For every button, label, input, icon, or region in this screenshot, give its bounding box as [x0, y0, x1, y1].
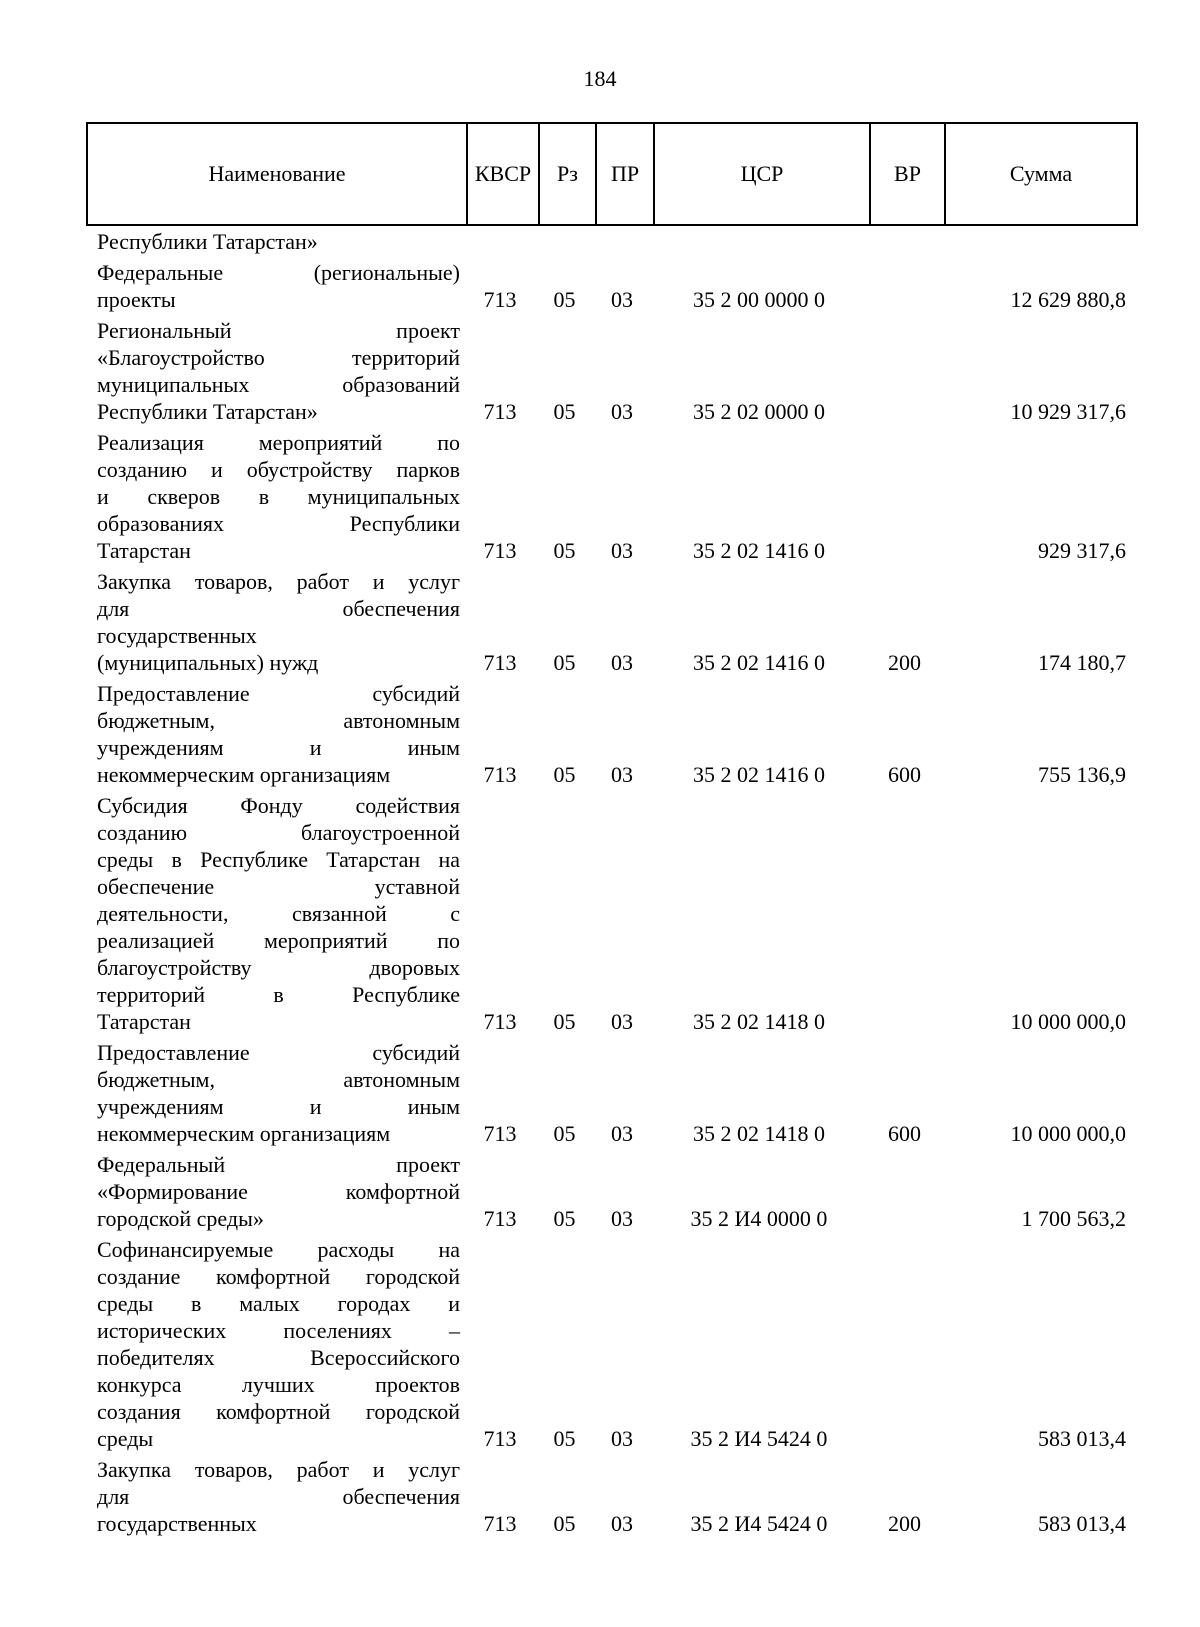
row-name-line: Татарстан: [97, 538, 191, 563]
row-name-line: благоустройству дворовых: [97, 955, 460, 980]
row-pr: 03: [611, 1426, 633, 1451]
table-row: [86, 1456, 1138, 1537]
row-name: [86, 259, 464, 313]
row-name-line: создание комфортной городской: [97, 1264, 460, 1289]
row-name-line: созданию благоустроенной: [97, 820, 460, 845]
row-kvsr: 713: [483, 1009, 517, 1034]
row-kvsr: 713: [483, 1121, 517, 1146]
row-sum: 755 136,9: [1038, 762, 1126, 787]
row-sum: 10 000 000,0: [1010, 1009, 1126, 1034]
row-pr: 03: [611, 1009, 633, 1034]
header-kvsr: КВСР: [466, 124, 538, 224]
row-rz: 05: [553, 538, 576, 563]
row-pr: 03: [611, 538, 633, 563]
row-sum: 12 629 880,8: [1010, 287, 1126, 312]
row-name: [86, 429, 464, 564]
row-name: [86, 568, 464, 676]
table-row: [86, 568, 1138, 676]
row-rz: 05: [553, 1121, 576, 1146]
row-pr: 03: [611, 1121, 633, 1146]
row-kvsr: 713: [483, 1511, 517, 1536]
row-name-line: реализацией мероприятий по: [97, 928, 460, 953]
row-sum: 583 013,4: [1038, 1426, 1126, 1451]
row-name-line: конкурса лучших проектов: [97, 1372, 460, 1397]
row-name: [86, 1456, 464, 1537]
row-name-line: деятельности, связанной с: [97, 901, 460, 926]
table-row: [86, 1236, 1138, 1452]
row-csr: 35 2 00 0000 0: [693, 287, 825, 312]
row-name-line: Федеральный проект: [97, 1152, 460, 1177]
table-row: [86, 429, 1138, 564]
row-name: [86, 792, 464, 1035]
row-pr: 03: [611, 1206, 633, 1231]
row-rz: 05: [553, 1511, 576, 1536]
row-name-line: бюджетным, автономным: [97, 708, 460, 733]
row-csr: 35 2 02 1416 0: [693, 538, 825, 563]
row-name-line: обеспечение уставной: [97, 874, 460, 899]
table-row: [86, 228, 1138, 255]
row-kvsr: 713: [483, 1426, 517, 1451]
row-name-line: Субсидия Фонду содействия: [97, 793, 460, 818]
row-sum: 10 929 317,6: [1010, 399, 1126, 424]
row-name: [86, 1236, 464, 1452]
row-name: [86, 680, 464, 788]
row-pr: 03: [611, 650, 633, 675]
row-name: [86, 228, 464, 255]
row-name-line: исторических поселениях –: [97, 1318, 460, 1343]
row-name-line: среды в Республике Татарстан на: [97, 847, 460, 872]
row-kvsr: 713: [483, 399, 517, 424]
row-rz: 05: [553, 399, 576, 424]
row-vr: 600: [888, 762, 921, 787]
header-sum: Сумма: [944, 124, 1136, 224]
row-name-line: Предоставление субсидий: [97, 681, 460, 706]
table-row: [86, 317, 1138, 425]
row-vr: 200: [888, 1511, 921, 1536]
row-kvsr: 713: [483, 287, 517, 312]
table-body: [86, 228, 1138, 1541]
row-name-line: учреждениям и иным: [97, 1094, 460, 1119]
row-sum: 583 013,4: [1038, 1511, 1126, 1536]
row-name-line: Республики Татарстан»: [97, 399, 318, 424]
header-rz: Рз: [538, 124, 595, 224]
row-csr: 35 2 И4 0000 0: [690, 1206, 828, 1231]
row-kvsr: 713: [483, 762, 517, 787]
header-vr: ВР: [869, 124, 944, 224]
row-name-line: государственных: [97, 1511, 257, 1536]
row-csr: 35 2 02 1418 0: [693, 1121, 825, 1146]
row-csr: 35 2 И4 5424 0: [690, 1511, 828, 1536]
row-csr: 35 2 02 1418 0: [693, 1009, 825, 1034]
row-rz: 05: [553, 287, 576, 312]
row-rz: 05: [553, 1206, 576, 1231]
row-rz: 05: [553, 762, 576, 787]
row-name-line: Закупка товаров, работ и услуг: [97, 569, 460, 594]
table-row: [86, 259, 1138, 313]
table-row: [86, 1151, 1138, 1232]
row-sum: 174 180,7: [1038, 650, 1126, 675]
table-row: [86, 792, 1138, 1035]
table-row: [86, 680, 1138, 788]
row-kvsr: 713: [483, 1206, 517, 1231]
row-csr: 35 2 02 1416 0: [693, 762, 825, 787]
row-rz: 05: [553, 650, 576, 675]
row-name-line: Предоставление субсидий: [97, 1040, 460, 1065]
row-rz: 05: [553, 1426, 576, 1451]
row-name-line: Реализация мероприятий по: [97, 430, 460, 455]
row-name-line: победителях Всероссийского: [97, 1345, 460, 1370]
row-vr: 200: [888, 650, 921, 675]
row-name-line: проекты: [97, 287, 176, 312]
row-pr: 03: [611, 287, 633, 312]
row-sum: 10 000 000,0: [1010, 1121, 1126, 1146]
row-sum: 1 700 563,2: [1021, 1206, 1126, 1231]
row-csr: 35 2 02 1416 0: [693, 650, 825, 675]
row-name-line: Федеральные (региональные): [97, 260, 460, 285]
row-pr: 03: [611, 399, 633, 424]
row-name-line: образованиях Республики: [97, 511, 460, 536]
row-name-line: территорий в Республике: [97, 982, 460, 1007]
row-name-line: Татарстан: [97, 1009, 191, 1034]
row-name-line: некоммерческим организациям: [97, 762, 391, 787]
row-name-line: Республики Татарстан»: [97, 229, 318, 254]
header-csr: ЦСР: [653, 124, 869, 224]
row-kvsr: 713: [483, 538, 517, 563]
row-sum: 929 317,6: [1038, 538, 1126, 563]
row-kvsr: 713: [483, 650, 517, 675]
row-name: [86, 317, 464, 425]
row-name-line: городской среды»: [97, 1206, 264, 1231]
row-name-line: (муниципальных) нужд: [97, 650, 319, 675]
row-vr: 600: [888, 1121, 921, 1146]
header-name: Наименование: [208, 161, 346, 186]
row-pr: 03: [611, 762, 633, 787]
row-name: [86, 1151, 464, 1232]
row-rz: 05: [553, 1009, 576, 1034]
page-number: 184: [583, 66, 617, 91]
row-csr: 35 2 И4 5424 0: [690, 1426, 828, 1451]
row-name-line: Региональный проект: [97, 318, 460, 343]
header-pr: ПР: [595, 124, 653, 224]
row-name-line: Закупка товаров, работ и услуг: [97, 1457, 460, 1482]
row-name-line: учреждениям и иным: [97, 735, 460, 760]
row-csr: 35 2 02 0000 0: [693, 399, 825, 424]
row-name-line: среды: [97, 1426, 154, 1451]
table-header: [86, 122, 1138, 226]
row-name: [86, 1039, 464, 1147]
table-row: [86, 1039, 1138, 1147]
row-name-line: государственных: [97, 623, 257, 648]
row-pr: 03: [611, 1511, 633, 1536]
row-name-line: созданию и обустройству парков: [97, 457, 460, 482]
row-name-line: бюджетным, автономным: [97, 1067, 460, 1092]
row-name-line: некоммерческим организациям: [97, 1121, 391, 1146]
row-name-line: для обеспечения: [97, 1484, 460, 1509]
row-name-line: «Благоустройство территорий: [97, 345, 460, 370]
row-name-line: муниципальных образований: [97, 372, 460, 397]
row-name-line: создания комфортной городской: [97, 1399, 460, 1424]
row-name-line: для обеспечения: [97, 596, 460, 621]
row-name-line: среды в малых городах и: [97, 1291, 460, 1316]
row-name-line: и скверов в муниципальных: [97, 484, 460, 509]
row-name-line: Софинансируемые расходы на: [97, 1237, 460, 1262]
row-name-line: «Формирование комфортной: [97, 1179, 460, 1204]
